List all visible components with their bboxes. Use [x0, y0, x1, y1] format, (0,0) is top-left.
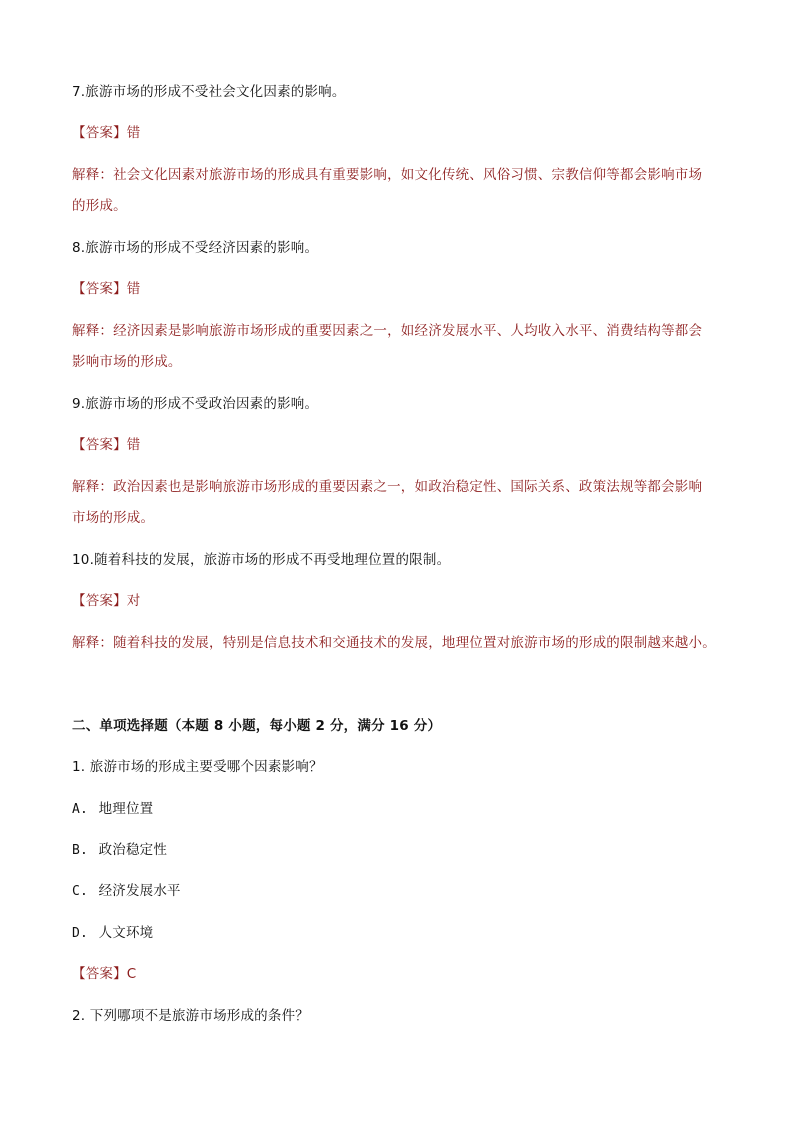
mc-option-c [72, 875, 722, 908]
question-7: 7.旅游市场的形成不受社会文化因素的影响。 [72, 84, 346, 100]
option-text: 人文环境 [98, 925, 154, 941]
option-text: 政治稳定性 [98, 842, 168, 858]
option-letter: B. [72, 843, 89, 858]
question-9: 9.旅游市场的形成不受政治因素的影响。 [72, 396, 319, 412]
question-10: 10.随着科技的发展，旅游市场的形成不再受地理位置的限制。 [72, 552, 451, 568]
section-2-title: 二、单项选择题（本题 8 小题，每小题 2 分，满分 16 分） [72, 718, 442, 734]
option-text: 经济发展水平 [98, 883, 181, 899]
mc-question-2: 2. 下列哪项不是旅游市场形成的条件？ [72, 1008, 309, 1024]
answer-9: 【答案】错 [72, 437, 141, 453]
answer-7: 【答案】错 [72, 125, 141, 141]
question-8: 8.旅游市场的形成不受经济因素的影响。 [72, 240, 319, 256]
option-letter: A. [72, 802, 89, 817]
mc-answer-1: 【答案】C [72, 966, 137, 982]
explanation-9-line1: 解释：政治因素也是影响旅游市场形成的重要因素之一，如政治稳定性、国际关系、政策法规等都会影响 [72, 479, 703, 495]
mc-question-1: 1. 旅游市场的形成主要受哪个因素影响？ [72, 759, 323, 775]
option-letter: D. [72, 926, 89, 941]
option-letter: C. [72, 884, 89, 899]
explanation-8-line1: 解释：经济因素是影响旅游市场形成的重要因素之一，如经济发展水平、人均收入水平、消费结构等都会 [72, 323, 703, 339]
explanation-7-line1: 解释：社会文化因素对旅游市场的形成具有重要影响，如文化传统、风俗习惯、宗教信仰等都会影响市场 [72, 167, 703, 183]
answer-8: 【答案】错 [72, 281, 141, 297]
explanation-10-line1: 解释：随着科技的发展，特别是信息技术和交通技术的发展，地理位置对旅游市场的形成的限制越来越小。 [72, 635, 716, 651]
explanation-8-line2: 影响市场的形成。 [72, 354, 182, 370]
answer-10: 【答案】对 [72, 593, 141, 609]
option-text: 地理位置 [98, 801, 154, 817]
mc-option-b [72, 834, 722, 867]
mc-option-d [72, 917, 722, 950]
explanation-9-line2: 市场的形成。 [72, 510, 155, 526]
explanation-7-line2: 的形成。 [72, 198, 127, 214]
mc-option-a [72, 793, 722, 826]
